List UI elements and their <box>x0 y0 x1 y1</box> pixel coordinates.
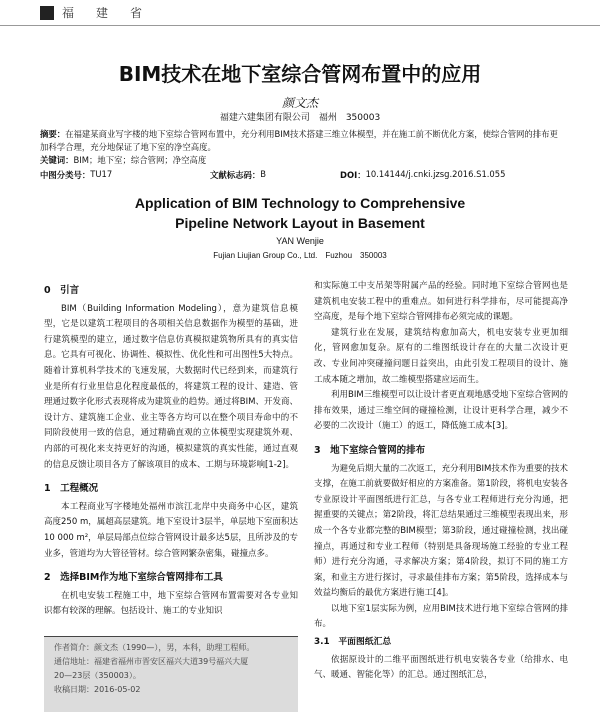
doc-code-field <box>210 169 266 181</box>
abstract-block <box>40 128 560 167</box>
clc-field <box>40 169 113 181</box>
doi-label: DOI： <box>340 170 366 180</box>
section-heading-bim-tool: 2 选择BIM作为地下室综合管网排布工具 <box>44 572 223 584</box>
footnote-author-bio: 作者简介：颜文杰（1990—），男，本科，助理工程师。 <box>54 643 255 652</box>
paragraph-drawings: 依据原设计的二维平面图纸进行机电安装各专业（给排水、电气、暖通、智能化等）的汇总。通过图纸汇总， <box>314 654 568 681</box>
journal-section-label: 福建省 <box>62 6 165 20</box>
clc-value: TU17 <box>90 169 113 179</box>
abstract-label: 摘要： <box>40 129 66 139</box>
paragraph-bim-tool: 在机电安装工程施工中，地下室综合管网布置需要对各专业知识都有较深的理解。包括设计、施工的专业知识 <box>44 590 298 617</box>
affiliation-en: Fujian Liujian Group Co., Ltd. Fuzhou 350003 <box>213 251 387 260</box>
section-heading-intro: 0 引言 <box>44 285 80 296</box>
paper-title-cn: BIM技术在地下室综合管网布置中的应用 <box>118 62 482 86</box>
clc-label: 中图分类号： <box>40 170 91 180</box>
paragraph-layout-stages: 为避免后期大量的二次返工，充分利用BIM技术作为重要的技术支撑，在施工前就要做好相应的方案准备。第1阶段，将机电安装各专业原设计平面图纸进行汇总，与各专业工程师进行充分沟通，把握重要的关键点；第2阶段，将汇总结果通过三维模型表现出来，形成一个各专业都完整的BIM模型；第3阶段，通过碰撞检测，找出碰撞点，再通过和专业工程师（特别是具备现场施工经验的专业工程师）进行充分沟通，寻求解决方案；第4阶段，拟订不同的施工方案，和业主方进行探讨，寻求最佳排布方案；第5阶段，选择成本与效益均衡后的最优方案进行施工[4]。 <box>314 463 568 599</box>
paragraph-example: 以地下室1层实际为例，应用BIM技术进行地下室综合管网的排布。 <box>314 603 568 630</box>
paper-title-en <box>0 193 600 233</box>
doi-field <box>340 169 506 181</box>
paragraph-bim-model: 利用BIM三维模型可以让设计者更直观地感受地下室综合管网的排布效果，通过三维空间的碰撞检测，让设计更科学合理，减少不必要的二次设计（施工）的返工，降低施工成本[3]。 <box>314 390 568 432</box>
paragraph-overview: 本工程商业写字楼地处福州市滨江北岸中央商务中心区，建筑高度250 m，属超高层建筑。地下室设计3层半，单层地下室面积达10 000 m²，单层局部点位综合管网设计最多达5层，且所涉及的专业多，管道均为大管径管材。综合管网繁杂密集，碰撞点多。 <box>44 501 298 559</box>
section-heading-overview: 1 工程概况 <box>44 483 99 495</box>
keywords-line <box>40 154 560 167</box>
footnote-address-cont: 20—23层（350003）。 <box>54 671 141 680</box>
affiliation-cn: 福建六建集团有限公司 福州 350003 <box>219 113 381 123</box>
doi-value: 10.14144/j.cnki.jzsg.2016.S1.055 <box>365 169 506 179</box>
journal-header-band <box>0 6 600 28</box>
keywords-text: BIM；地下室；综合管网；净空高度 <box>73 155 207 165</box>
header-rule <box>0 25 600 26</box>
doc-code-value: B <box>260 169 266 179</box>
classification-row <box>40 169 560 181</box>
author-name-en: YAN Wenjie <box>276 236 324 246</box>
author-name-cn: 颜文杰 <box>281 96 318 110</box>
right-column <box>314 279 568 684</box>
paragraph-continued: 和实际施工中支吊架等附属产品的经验。同时地下室综合管网也是建筑机电安装工程中的重难点。如何进行科学排布，尽可能提高净空高度，是每个地下室综合管网排布必须完成的课题。 <box>314 281 568 323</box>
author-footnote-box <box>44 636 298 712</box>
paragraph-industry: 建筑行业在发展，建筑结构愈加高大，机电安装专业更加细化，管网愈加复杂。原有的二维图纸设计存在的大量二次设计更改、专业间冲突碰撞问题日益突出，由此引发工程项目的设计、施工成本随之增加，故二维模型搭建应运而生。 <box>314 327 568 385</box>
abstract-text: 在福建某商业写字楼的地下室综合管网布置中，充分利用BIM技术搭建三维立体模型，并在施工前不断优化方案，使综合管网的排布更加科学合理，充分地保证了地下室的净空高度。 <box>40 129 558 152</box>
doc-code-label: 文献标志码： <box>210 170 261 180</box>
subsection-heading-drawings: 3.1 平面图纸汇总 <box>314 637 392 648</box>
abstract-paragraph <box>40 128 560 154</box>
paragraph-intro: BIM（Building Information Modeling），意为建筑信息模型，它是以建筑工程项目的各项相关信息数据作为模型的基础，进行建筑模型的建立，通过数字信息仿真模拟建筑物所具有的真实信息。它具有可视化、协调性、模拟性、优化性和可出图性5大特点。随着计算机科学技术的飞速发展，大数据时代已经到来，而建筑行业是所有行业里信息化程度最低的，将建筑工程的设计、建造、管理通过数字化形式表现将成为建筑业的趋势。通过将BIM、开发商、设计方、建筑施工企业、业主等各方均可以在整个项目寿命中的不同阶段使用一致的信息，通过精确直观的立体模型实现建筑外观、内部的可视化来支持更好的沟通，模拟建筑的真实性能，通过直观的信息反馈让项目各方了解该项目的成本、工期与环境影响[1-2]。 <box>44 303 298 470</box>
footnote-received-date: 收稿日期：2016-05-02 <box>54 685 141 694</box>
header-marker-block <box>40 6 54 20</box>
footnote-address: 通信地址：福建省福州市晋安区福兴大道39号福兴大厦 <box>54 657 249 666</box>
left-column <box>44 283 298 620</box>
keywords-label: 关键词： <box>40 155 74 165</box>
section-heading-layout: 3 地下室综合管网的排布 <box>314 444 426 456</box>
paper-title-en-text: Application of BIM Technology to Comprehensive Pipeline Network Layout in Basement <box>134 195 466 231</box>
